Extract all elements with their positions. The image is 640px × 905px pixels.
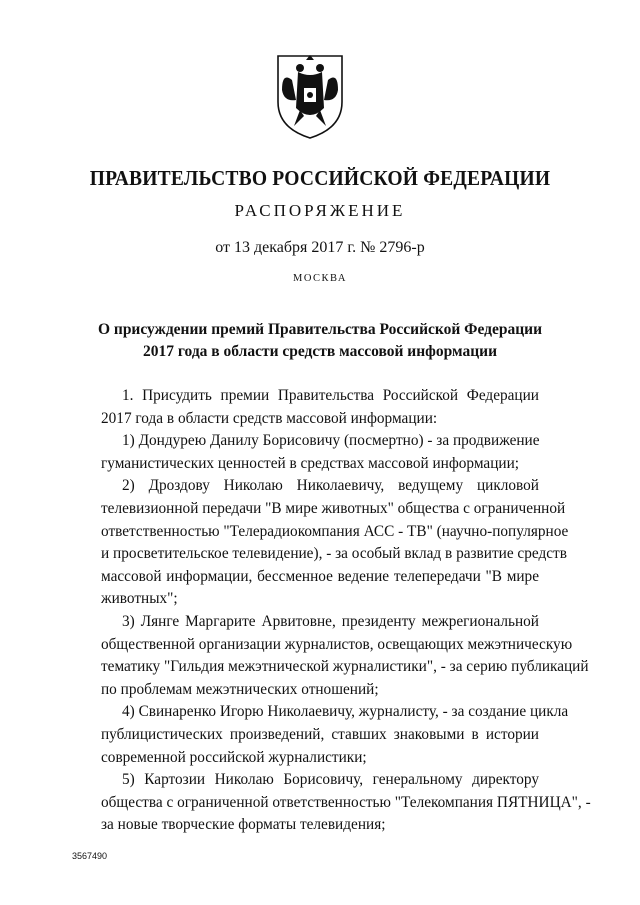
paragraph-line: публицистических произведений, ставших знаковыми в истории — [101, 725, 539, 743]
document-code: 3567490 — [72, 851, 108, 861]
paragraph — [101, 611, 589, 701]
paragraph-line: 2017 года в области средств массовой информации: — [101, 409, 438, 427]
paragraph-line: ответственностью "Телерадиокомпания АСС - ТВ" (научно-популярное — [101, 522, 569, 540]
document-type: РАСПОРЯЖЕНИЕ — [234, 201, 406, 220]
paragraph-line: 2) Дроздову Николаю Николаевичу, ведущему цикловой — [122, 477, 539, 495]
paragraph-line: гуманистических ценностей в средствах массовой информации; — [101, 454, 520, 472]
paragraph — [101, 701, 569, 769]
document-heading — [0, 319, 640, 363]
paragraph-line: 3) Лянге Маргарите Арвитовне, президенту межрегиональной — [122, 612, 539, 630]
heading-line: О присуждении премий Правительства Российской Федерации — [97, 321, 543, 338]
paragraph-line: телевизионной передачи "В мире животных" общества с ограниченной — [101, 499, 566, 517]
document-body — [101, 385, 591, 837]
paragraph-line: по проблемам межэтнических отношений; — [101, 680, 379, 698]
paragraph-line: общественной организации журналистов, освещающих межэтническую — [101, 635, 573, 653]
government-title: ПРАВИТЕЛЬСТВО РОССИЙСКОЙ ФЕДЕРАЦИИ — [89, 166, 551, 190]
paragraph — [101, 430, 539, 475]
heading-line: 2017 года в области средств массовой информации — [142, 343, 498, 360]
paragraph-line: и просветительское телевидение), - за особый вклад в развитие средств — [101, 545, 567, 563]
paragraph-line: 1) Дондурею Данилу Борисовичу (посмертно) - за продвижение — [122, 432, 540, 450]
paragraph-line: 4) Свинаренко Игорю Николаевичу, журналисту, - за создание цикла — [122, 703, 569, 721]
document-date-number: от 13 декабря 2017 г. № 2796-р — [215, 239, 425, 256]
paragraph-line: современной российской журналистики; — [101, 748, 367, 766]
paragraph — [101, 475, 569, 611]
paragraph — [101, 385, 539, 430]
paragraph-line: тематику "Гильдия межэтнической журналистики", - за серию публикаций — [101, 658, 589, 676]
paragraph-line: массовой информации, бессменное ведение телепередачи "В мире — [101, 567, 539, 585]
coat-of-arms-emblem — [270, 50, 350, 140]
paragraph-line: 5) Картозии Николаю Борисовичу, генеральному директору — [122, 771, 539, 789]
document-city: МОСКВА — [293, 273, 347, 284]
paragraph-line: 1. Присудить премии Правительства Российской Федерации — [122, 387, 539, 404]
paragraph-line: общества с ограниченной ответственностью "Телекомпания ПЯТНИЦА", - — [101, 793, 591, 811]
paragraph — [101, 769, 591, 837]
paragraph-line: за новые творческие форматы телевидения; — [101, 816, 386, 834]
paragraph-line: животных"; — [101, 590, 178, 608]
